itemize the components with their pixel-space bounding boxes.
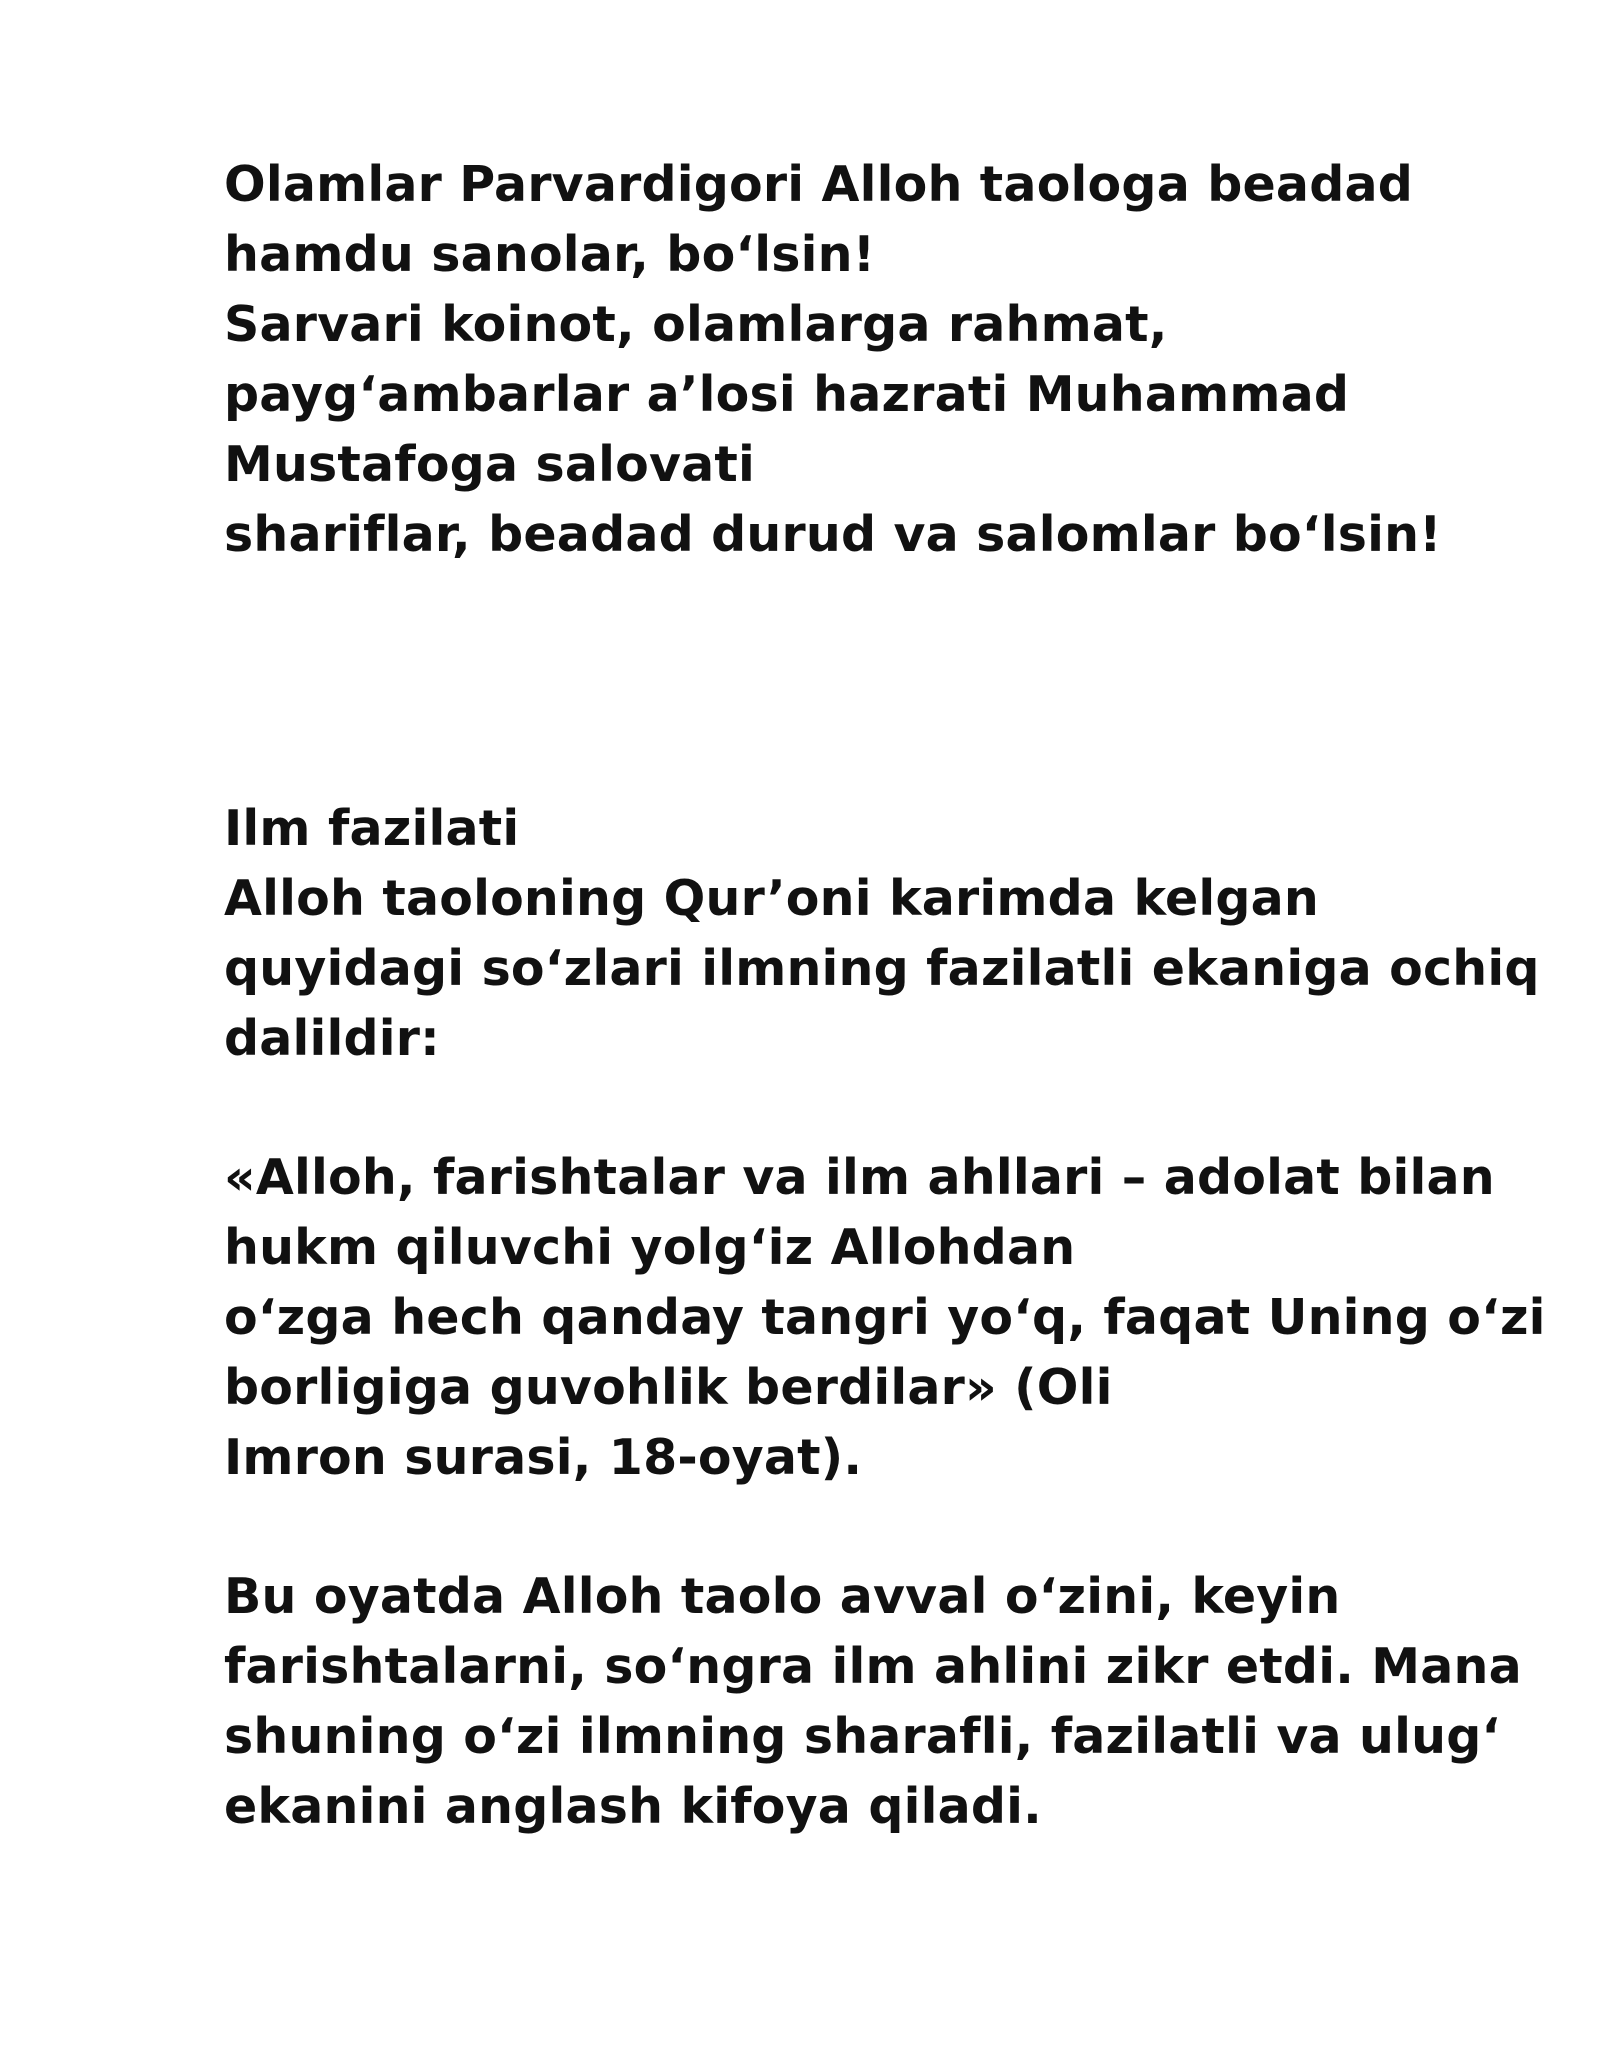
quote-paragraph	[224, 1143, 1546, 1493]
section-paragraph	[224, 794, 1540, 1074]
section-heading: Ilm fazilati	[224, 800, 520, 857]
text-line: ekanini anglash kifoya qiladi.	[224, 1778, 1042, 1835]
explanation-paragraph	[224, 1562, 1524, 1842]
text-line: Bu oyatda Alloh taolo avval o‘zini, keyin	[224, 1568, 1341, 1625]
text-line: Alloh taoloning Qur’oni karimda kelgan	[224, 870, 1320, 927]
text-line: Sarvari koinot, olamlarga rahmat,	[224, 296, 1168, 353]
intro-paragraph	[224, 150, 1524, 570]
text-line: «Alloh, farishtalar va ilm ahllari – adolat bilan	[224, 1149, 1495, 1206]
text-line: hukm qiluvchi yolg‘iz Allohdan	[224, 1219, 1076, 1276]
text-line: quyidagi so‘zlari ilmning fazilatli ekaniga ochiq	[224, 940, 1540, 997]
text-line: shuning o‘zi ilmning sharafli, fazilatli va ulug‘	[224, 1708, 1501, 1765]
text-line: Mustafoga salovati	[224, 436, 755, 493]
text-line: dalildir:	[224, 1010, 440, 1067]
text-line: farishtalarni, so‘ngra ilm ahlini zikr etdi. Mana	[224, 1638, 1522, 1695]
text-line: o‘zga hech qanday tangri yo‘q, faqat Uning o‘zi	[224, 1289, 1546, 1346]
text-line: payg‘ambarlar a’losi hazrati Muhammad	[224, 366, 1350, 423]
text-line: borligiga guvohlik berdilar» (Oli	[224, 1359, 1113, 1416]
text-line: shariflar, beadad durud va salomlar bo‘lsin!	[224, 506, 1442, 563]
text-line: Imron surasi, 18-oyat).	[224, 1429, 863, 1486]
text-line: hamdu sanolar, bo‘lsin!	[224, 226, 876, 283]
text-line: Olamlar Parvardigori Alloh taologa beadad	[224, 156, 1414, 213]
